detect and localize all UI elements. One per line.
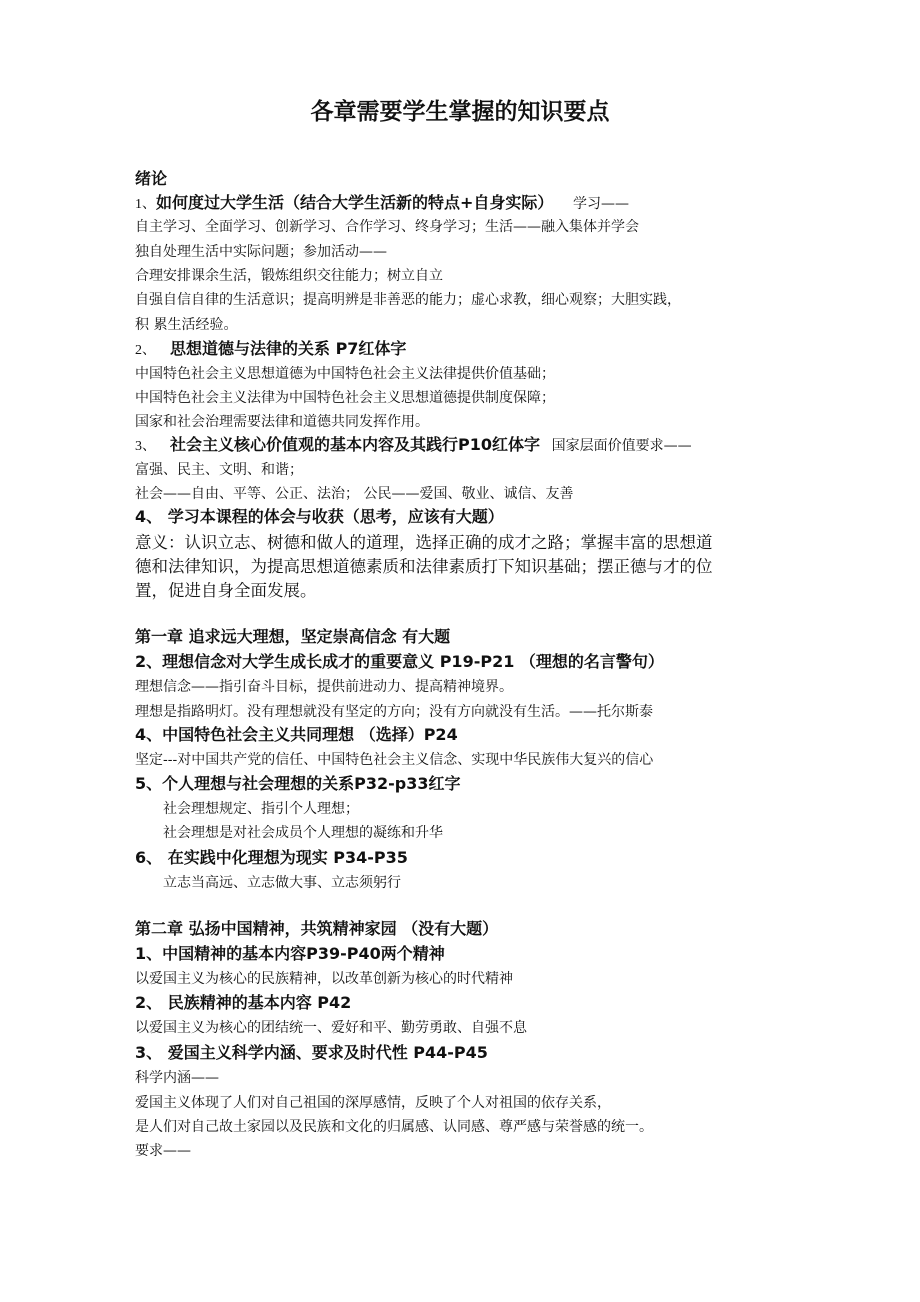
intro-q3-heading — [135, 434, 692, 458]
intro-q2-line: 国家和社会治理需要法律和道德共同发挥作用。 — [135, 414, 429, 430]
intro-q4-line: 置，促进自身全面发展。 — [135, 581, 317, 600]
intro-q1-line: 独自处理生活中实际问题；参加活动—— — [135, 244, 387, 260]
intro-q2-heading — [135, 338, 406, 362]
chapter1-q2-heading: 2、理想信念对大学生成长成才的重要意义 P19-P21 （理想的名言警句） — [135, 652, 664, 671]
intro-q2-number: 2、 — [135, 343, 156, 358]
chapter1-q2-line: 理想信念——指引奋斗目标，提供前进动力、提高精神境界。 — [135, 679, 513, 695]
chapter2-q3-line: 要求—— — [135, 1143, 191, 1159]
chapter2-q2-heading: 2、 民族精神的基本内容 P42 — [135, 993, 352, 1012]
intro-q1-line: 自主学习、全面学习、创新学习、合作学习、终身学习；生活——融入集体并学会 — [135, 219, 639, 235]
chapter2-q3-heading: 3、 爱国主义科学内涵、要求及时代性 P44-P45 — [135, 1043, 488, 1062]
chapter2-q3-line: 是人们对自己故土家园以及民族和文化的归属感、认同感、尊严感与荣誉感的统一。 — [135, 1119, 653, 1135]
chapter2-q2-line: 以爱国主义为核心的团结统一、爱好和平、勤劳勇敢、自强不息 — [135, 1020, 527, 1036]
intro-q3-number: 3、 — [135, 439, 156, 454]
intro-q1-line: 自强自信自律的生活意识；提高明辨是非善恶的能力；虚心求教，细心观察；大胆实践， — [135, 292, 681, 308]
intro-q4-heading: 4、 学习本课程的体会与收获（思考，应该有大题） — [135, 507, 504, 526]
chapter2-q1-line: 以爱国主义为核心的民族精神，以改革创新为核心的时代精神 — [135, 971, 513, 987]
page-title: 各章需要学生掌握的知识要点 — [310, 98, 610, 125]
intro-q3-line: 社会——自由、平等、公正、法治； 公民——爱国、敬业、诚信、友善 — [135, 486, 574, 502]
chapter2-heading: 第二章 弘扬中国精神，共筑精神家园 （没有大题） — [135, 919, 499, 938]
intro-q1-heading — [135, 192, 629, 216]
intro-q4-line: 意义：认识立志、树德和做人的道理，选择正确的成才之路；掌握丰富的思想道 — [135, 533, 713, 552]
chapter2-q1-heading: 1、中国精神的基本内容P39-P40两个精神 — [135, 944, 445, 963]
chapter2-q3-line: 科学内涵—— — [135, 1070, 219, 1086]
chapter1-q5-line: 社会理想是对社会成员个人理想的凝练和升华 — [163, 825, 443, 841]
chapter1-q4-heading: 4、中国特色社会主义共同理想 （选择）P24 — [135, 725, 458, 744]
intro-q3-title: 社会主义核心价值观的基本内容及其践行P10红体字 — [170, 435, 540, 454]
chapter2-q3-line: 爱国主义体现了人们对自己祖国的深厚感情，反映了个人对祖国的依存关系， — [135, 1095, 611, 1111]
intro-q1-title: 如何度过大学生活（结合大学生活新的特点+自身实际） — [156, 193, 554, 212]
intro-q2-line: 中国特色社会主义法律为中国特色社会主义思想道德提供制度保障； — [135, 390, 555, 406]
intro-q1-number: 1、 — [135, 197, 156, 212]
intro-q4-line: 德和法律知识，为提高思想道德素质和法律素质打下知识基础；摆正德与才的位 — [135, 557, 713, 576]
chapter1-q5-heading: 5、个人理想与社会理想的关系P32-p33红字 — [135, 774, 461, 793]
intro-q1-line: 积 累生活经验。 — [135, 317, 238, 333]
chapter1-q6-heading: 6、 在实践中化理想为现实 P34-P35 — [135, 848, 408, 867]
chapter1-q2-line: 理想是指路明灯。没有理想就没有坚定的方向；没有方向就没有生活。——托尔斯泰 — [135, 704, 653, 720]
chapter1-q5-line: 社会理想规定、指引个人理想； — [163, 801, 359, 817]
intro-q3-tail: 国家层面价值要求—— — [551, 438, 692, 454]
chapter1-q4-line: 坚定---对中国共产党的信任、中国特色社会主义信念、实现中华民族伟大复兴的信心 — [135, 752, 654, 768]
intro-heading: 绪论 — [135, 169, 168, 188]
intro-q1-tail: 学习—— — [573, 196, 629, 212]
chapter1-heading: 第一章 追求远大理想，坚定崇高信念 有大题 — [135, 627, 451, 646]
intro-q2-title: 思想道德与法律的关系 P7红体字 — [170, 339, 407, 358]
chapter1-q6-line: 立志当高远、立志做大事、立志须躬行 — [163, 875, 401, 891]
intro-q1-line: 合理安排课余生活，锻炼组织交往能力；树立自立 — [135, 268, 443, 284]
intro-q3-line: 富强、民主、文明、和谐； — [135, 462, 303, 478]
intro-q2-line: 中国特色社会主义思想道德为中国特色社会主义法律提供价值基础； — [135, 366, 555, 382]
